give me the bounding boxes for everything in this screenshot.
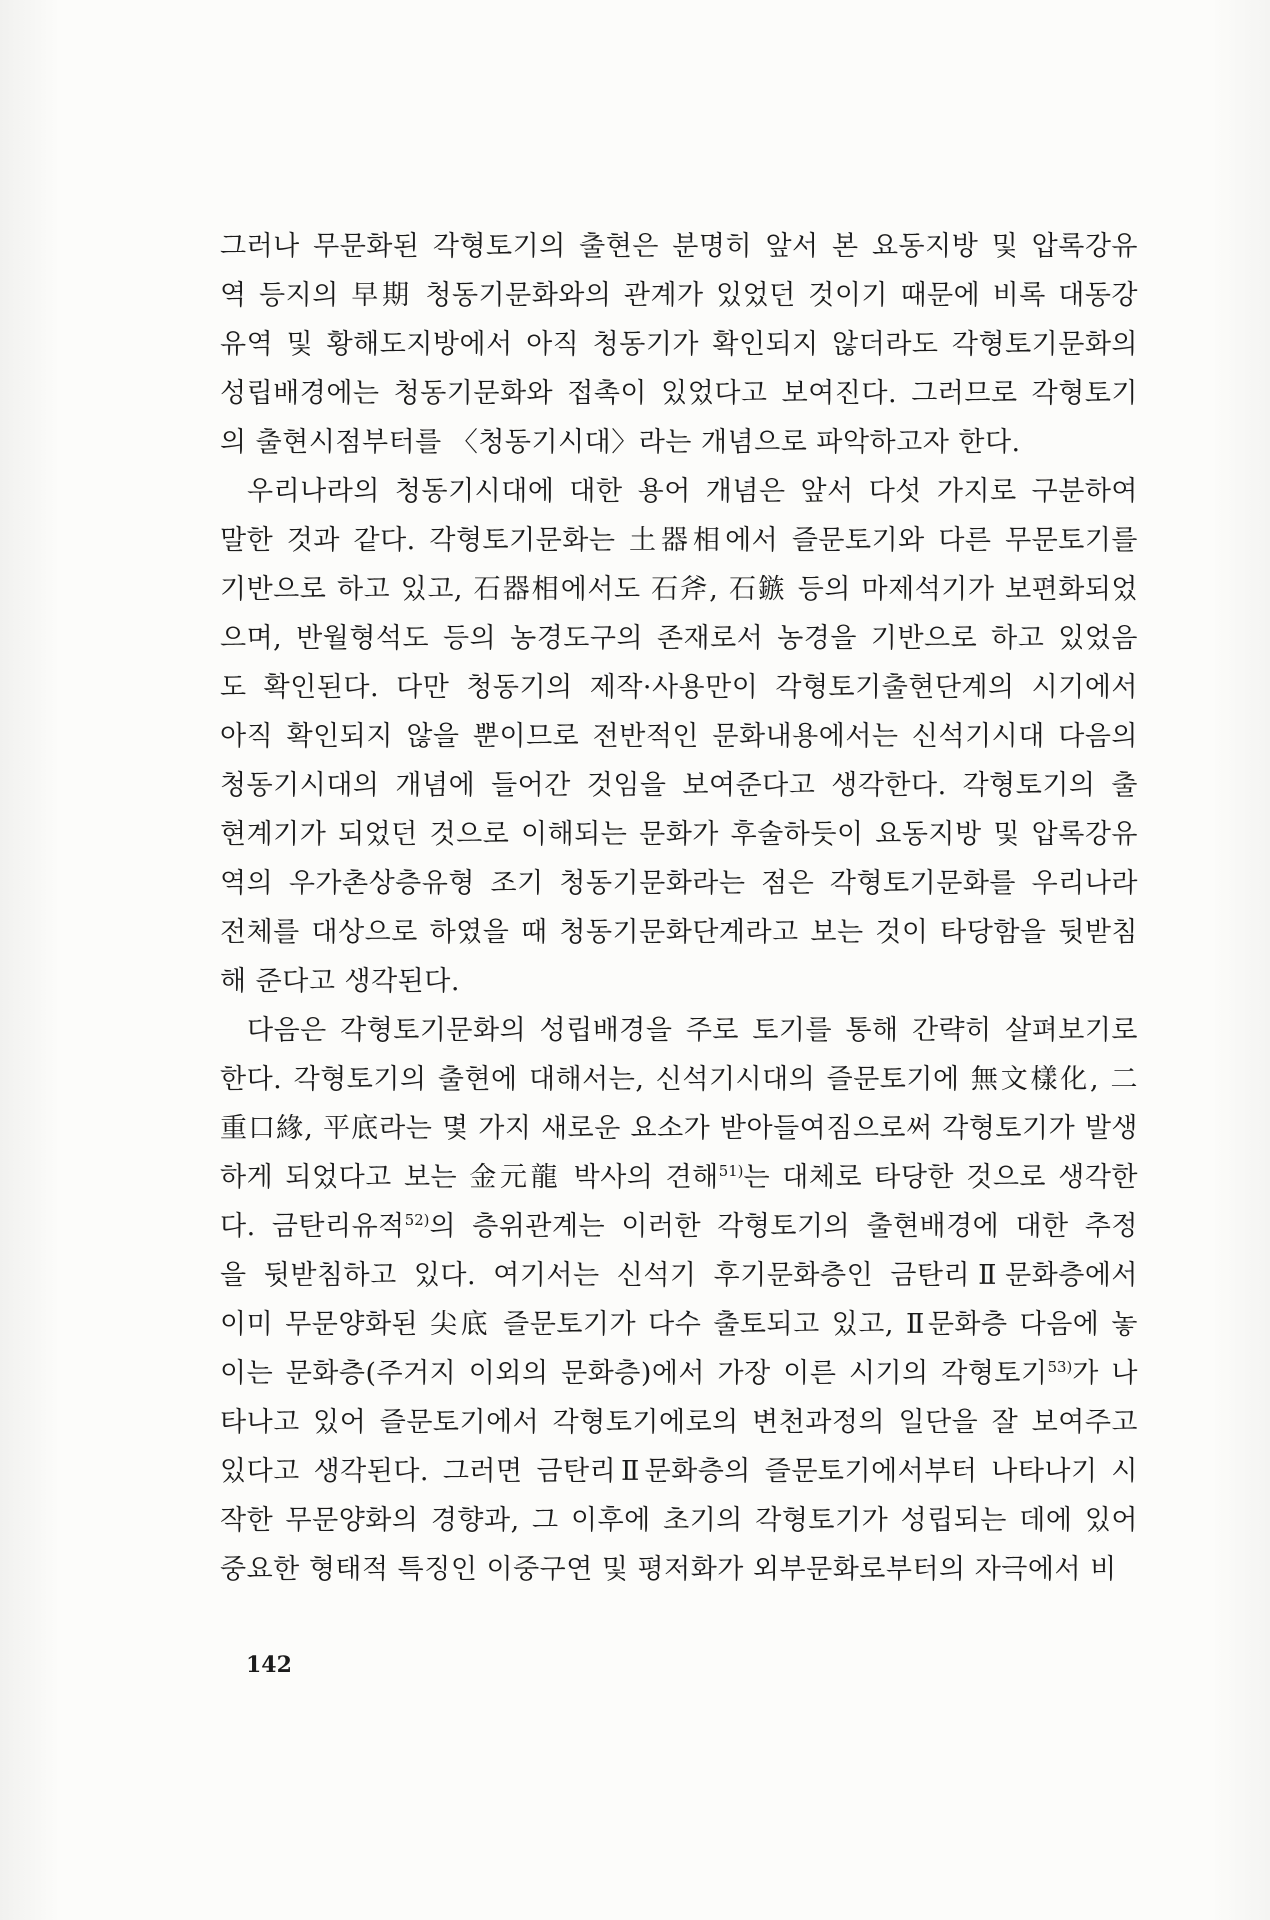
text-line xyxy=(220,810,1138,859)
text-segment: 다음은 각형토기문화의 성립배경을 주로 토기를 통해 간략히 살펴보기로 xyxy=(247,1015,1138,1046)
text-line xyxy=(220,1300,1138,1349)
text-segment: 있다고 생각된다. 그러면 금탄리Ⅱ문화층의 즐문토기에서부터 나타나기 시 xyxy=(220,1456,1138,1487)
text-segment: 말한 것과 같다. 각형토기문화는 土器相에서 즐문토기와 다른 무문토기를 xyxy=(220,525,1138,556)
text-line xyxy=(220,1006,1138,1055)
text-segment: 유역 및 황해도지방에서 아직 청동기가 확인되지 않더라도 각형토기문화의 xyxy=(220,329,1138,360)
text-line xyxy=(220,1251,1138,1300)
paragraph xyxy=(220,467,1138,1006)
text-line xyxy=(220,761,1138,810)
paragraph xyxy=(220,222,1138,467)
body-text xyxy=(220,222,1138,1594)
text-segment: 성립배경에는 청동기문화와 접촉이 있었다고 보여진다. 그러므로 각형토기 xyxy=(220,378,1138,409)
text-segment: 중요한 형태적 특징인 이중구연 및 평저화가 외부문화로부터의 자극에서 비 xyxy=(220,1554,1117,1585)
text-segment: 가 나 xyxy=(1072,1358,1138,1389)
paragraph xyxy=(220,1006,1138,1594)
text-segment: 청동기시대의 개념에 들어간 것임을 보여준다고 생각한다. 각형토기의 출 xyxy=(220,770,1138,801)
text-line xyxy=(220,1398,1138,1447)
text-segment: 한다. 각형토기의 출현에 대해서는, 신석기시대의 즐문토기에 無文樣化, 二 xyxy=(220,1064,1138,1095)
text-line xyxy=(220,1349,1138,1398)
text-line xyxy=(220,957,1138,1006)
text-segment: 도 확인된다. 다만 청동기의 제작·사용만이 각형토기출현단계의 시기에서 xyxy=(220,672,1138,703)
text-segment: 전체를 대상으로 하였을 때 청동기문화단계라고 보는 것이 타당함을 뒷받침 xyxy=(220,917,1138,948)
text-segment: 重口緣, 平底라는 몇 가지 새로운 요소가 받아들여짐으로써 각형토기가 발생 xyxy=(220,1113,1138,1144)
text-segment: 으며, 반월형석도 등의 농경도구의 존재로서 농경을 기반으로 하고 있었음 xyxy=(220,623,1138,654)
text-segment: 이미 무문양화된 尖底 즐문토기가 다수 출토되고 있고, Ⅱ문화층 다음에 놓 xyxy=(220,1309,1138,1340)
text-segment: 역의 우가촌상층유형 조기 청동기문화라는 점은 각형토기문화를 우리나라 xyxy=(220,868,1138,899)
text-segment: 아직 확인되지 않을 뿐이므로 전반적인 문화내용에서는 신석기시대 다음의 xyxy=(220,721,1138,752)
text-segment: 다. 금탄리유적 xyxy=(220,1211,405,1242)
page-number: 142 xyxy=(246,1652,292,1678)
text-line xyxy=(220,1153,1138,1202)
text-line xyxy=(220,1055,1138,1104)
footnote-marker: 53) xyxy=(1047,1358,1073,1376)
text-segment: 이는 문화층(주거지 이외의 문화층)에서 가장 이른 시기의 각형토기 xyxy=(220,1358,1048,1389)
text-line xyxy=(220,271,1138,320)
footnote-marker: 52) xyxy=(404,1211,430,1229)
text-line xyxy=(220,222,1138,271)
text-segment: 의 출현시점부터를 〈청동기시대〉라는 개념으로 파악하고자 한다. xyxy=(220,427,1021,458)
text-line xyxy=(220,516,1138,565)
text-line xyxy=(220,1545,1138,1594)
text-segment: 현계기가 되었던 것으로 이해되는 문화가 후술하듯이 요동지방 및 압록강유 xyxy=(220,819,1138,850)
text-line xyxy=(220,859,1138,908)
text-segment: 타나고 있어 즐문토기에서 각형토기에로의 변천과정의 일단을 잘 보여주고 xyxy=(220,1407,1138,1438)
text-line xyxy=(220,663,1138,712)
text-line xyxy=(220,369,1138,418)
text-line xyxy=(220,1496,1138,1545)
text-line xyxy=(220,418,1138,467)
text-segment: 의 층위관계는 이러한 각형토기의 출현배경에 대한 추정 xyxy=(429,1211,1138,1242)
text-line xyxy=(220,320,1138,369)
footnote-marker: 51) xyxy=(718,1162,744,1180)
text-segment: 하게 되었다고 보는 金元龍 박사의 견해 xyxy=(220,1162,719,1193)
text-line xyxy=(220,1104,1138,1153)
text-line xyxy=(220,1447,1138,1496)
text-segment: 그러나 무문화된 각형토기의 출현은 분명히 앞서 본 요동지방 및 압록강유 xyxy=(220,231,1138,262)
text-segment: 기반으로 하고 있고, 石器相에서도 石斧, 石鏃 등의 마제석기가 보편화되었 xyxy=(220,574,1138,605)
text-segment: 을 뒷받침하고 있다. 여기서는 신석기 후기문화층인 금탄리Ⅱ문화층에서 xyxy=(220,1260,1138,1291)
text-line xyxy=(220,712,1138,761)
text-line xyxy=(220,908,1138,957)
text-line xyxy=(220,467,1138,516)
text-segment: 우리나라의 청동기시대에 대한 용어 개념은 앞서 다섯 가지로 구분하여 xyxy=(247,476,1138,507)
text-line xyxy=(220,1202,1138,1251)
text-segment: 는 대체로 타당한 것으로 생각한 xyxy=(743,1162,1138,1193)
text-line xyxy=(220,565,1138,614)
text-line xyxy=(220,614,1138,663)
text-segment: 역 등지의 早期 청동기문화와의 관계가 있었던 것이기 때문에 비록 대동강 xyxy=(220,280,1138,311)
text-segment: 해 준다고 생각된다. xyxy=(220,966,460,997)
text-segment: 작한 무문양화의 경향과, 그 이후에 초기의 각형토기가 성립되는 데에 있어 xyxy=(220,1505,1138,1536)
